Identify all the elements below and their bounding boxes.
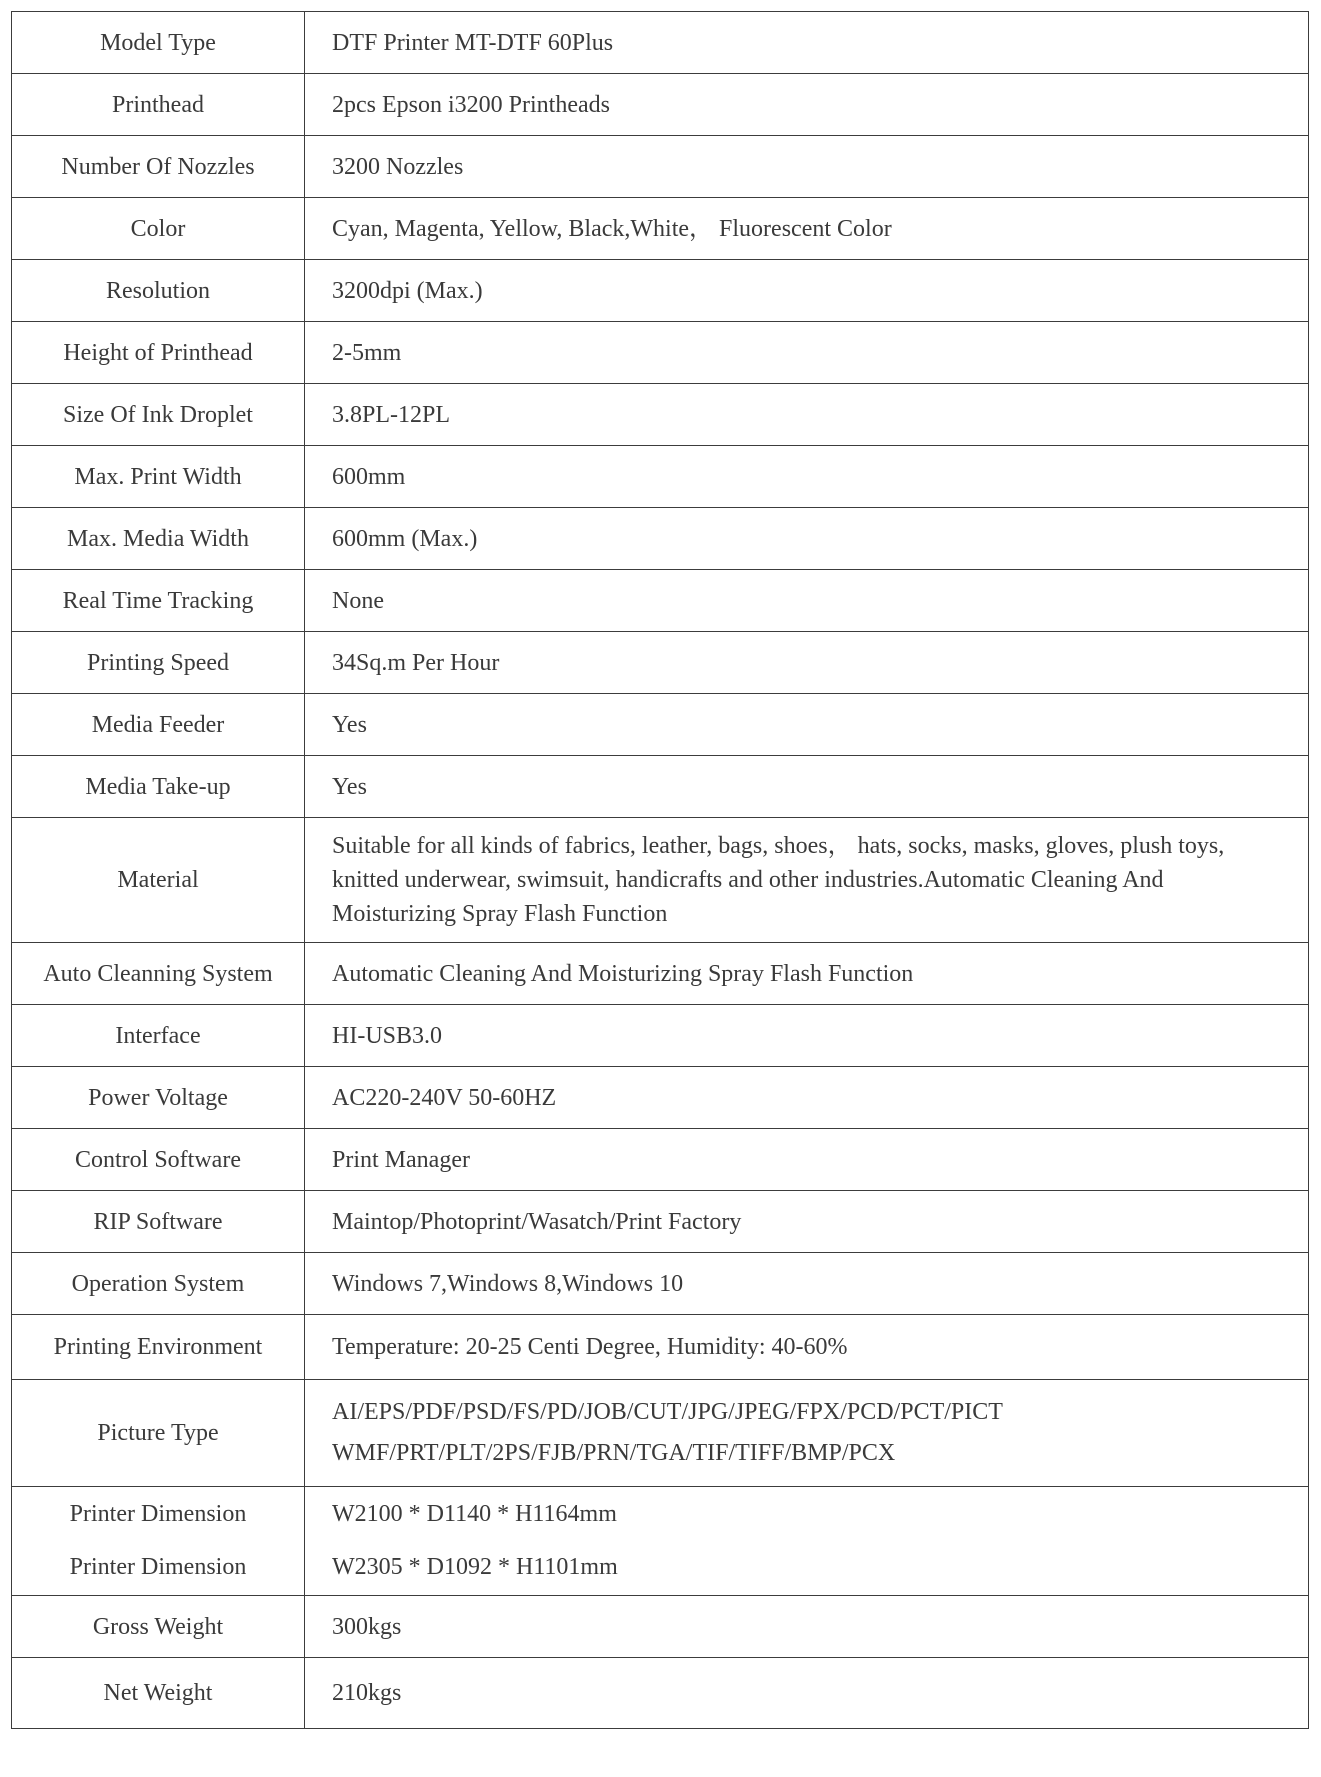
table-row bbox=[12, 818, 1309, 943]
spec-label: Net Weight bbox=[12, 1658, 305, 1729]
table-row bbox=[12, 1191, 1309, 1253]
spec-label: Max. Print Width bbox=[12, 446, 305, 508]
table-row bbox=[12, 74, 1309, 136]
spec-value bbox=[305, 818, 1309, 943]
spec-label: Gross Weight bbox=[12, 1596, 305, 1658]
spec-label: Size Of Ink Droplet bbox=[12, 384, 305, 446]
spec-label: Control Software bbox=[12, 1129, 305, 1191]
spec-label: Interface bbox=[12, 1005, 305, 1067]
spec-value: Yes bbox=[305, 756, 1309, 818]
spec-label-line: Printer Dimension bbox=[69, 1501, 247, 1527]
spec-label: RIP Software bbox=[12, 1191, 305, 1253]
spec-value: Automatic Cleaning And Moisturizing Spray Flash Function bbox=[305, 943, 1309, 1005]
spec-value-line: W2305 * D1092 * H1101mm bbox=[332, 1554, 618, 1580]
spec-value-line: AI/EPS/PDF/PSD/FS/PD/JOB/CUT/JPG/JPEG/FPX/PCD/PCT/PICT bbox=[332, 1399, 1003, 1425]
spec-value: Windows 7,Windows 8,Windows 10 bbox=[305, 1253, 1309, 1315]
table-row bbox=[12, 1005, 1309, 1067]
spec-label: Max. Media Width bbox=[12, 508, 305, 570]
spec-value-line: Moisturizing Spray Flash Function bbox=[332, 901, 668, 927]
spec-label-line: Printer Dimension bbox=[69, 1554, 247, 1580]
table-row bbox=[12, 756, 1309, 818]
spec-label: Media Feeder bbox=[12, 694, 305, 756]
table-row bbox=[12, 198, 1309, 260]
spec-label: Height of Printhead bbox=[12, 322, 305, 384]
spec-value: 600mm (Max.) bbox=[305, 508, 1309, 570]
spec-label: Media Take-up bbox=[12, 756, 305, 818]
table-row bbox=[12, 508, 1309, 570]
table-row bbox=[12, 1487, 1309, 1596]
spec-label: Number Of Nozzles bbox=[12, 136, 305, 198]
spec-label: Printing Environment bbox=[12, 1315, 305, 1380]
spec-label: Power Voltage bbox=[12, 1067, 305, 1129]
spec-label: Printhead bbox=[12, 74, 305, 136]
spec-table bbox=[11, 11, 1309, 1729]
spec-value-line: knitted underwear, swimsuit, handicrafts and other industries.Automatic Cleaning And bbox=[332, 867, 1164, 893]
table-row bbox=[12, 322, 1309, 384]
spec-value: Maintop/Photoprint/Wasatch/Print Factory bbox=[305, 1191, 1309, 1253]
spec-label: Operation System bbox=[12, 1253, 305, 1315]
spec-value: 2-5mm bbox=[305, 322, 1309, 384]
spec-value: AC220-240V 50-60HZ bbox=[305, 1067, 1309, 1129]
table-row bbox=[12, 1129, 1309, 1191]
spec-value: 210kgs bbox=[305, 1658, 1309, 1729]
table-row bbox=[12, 1380, 1309, 1487]
table-row bbox=[12, 632, 1309, 694]
spec-label: Color bbox=[12, 198, 305, 260]
spec-value: 300kgs bbox=[305, 1596, 1309, 1658]
spec-value-line: WMF/PRT/PLT/2PS/FJB/PRN/TGA/TIF/TIFF/BMP/PCX bbox=[332, 1440, 896, 1466]
spec-value: Print Manager bbox=[305, 1129, 1309, 1191]
spec-value: HI-USB3.0 bbox=[305, 1005, 1309, 1067]
table-row bbox=[12, 12, 1309, 74]
spec-value: Cyan, Magenta, Yellow, Black,White， Fluorescent Color bbox=[305, 198, 1309, 260]
table-row bbox=[12, 694, 1309, 756]
spec-value-line: W2100 * D1140 * H1164mm bbox=[332, 1501, 617, 1527]
spec-label: Auto Cleanning System bbox=[12, 943, 305, 1005]
table-row bbox=[12, 1253, 1309, 1315]
table-row bbox=[12, 1067, 1309, 1129]
spec-value: 3.8PL-12PL bbox=[305, 384, 1309, 446]
spec-value bbox=[305, 1380, 1309, 1487]
spec-label: Resolution bbox=[12, 260, 305, 322]
spec-label: Material bbox=[12, 818, 305, 943]
spec-value: DTF Printer MT-DTF 60Plus bbox=[305, 12, 1309, 74]
spec-value: 3200dpi (Max.) bbox=[305, 260, 1309, 322]
spec-value: Yes bbox=[305, 694, 1309, 756]
table-row bbox=[12, 260, 1309, 322]
spec-value: 2pcs Epson i3200 Printheads bbox=[305, 74, 1309, 136]
spec-value: 34Sq.m Per Hour bbox=[305, 632, 1309, 694]
table-row bbox=[12, 1596, 1309, 1658]
spec-label: Printing Speed bbox=[12, 632, 305, 694]
spec-value-line: Suitable for all kinds of fabrics, leather, bags, shoes， hats, socks, masks, gloves, plush toys, bbox=[332, 833, 1225, 859]
spec-label: Picture Type bbox=[12, 1380, 305, 1487]
table-row bbox=[12, 446, 1309, 508]
table-row bbox=[12, 136, 1309, 198]
table-row bbox=[12, 384, 1309, 446]
table-row bbox=[12, 1315, 1309, 1380]
table-row bbox=[12, 943, 1309, 1005]
spec-label bbox=[12, 1487, 305, 1596]
spec-label: Model Type bbox=[12, 12, 305, 74]
spec-value: 3200 Nozzles bbox=[305, 136, 1309, 198]
table-row bbox=[12, 1658, 1309, 1729]
table-row bbox=[12, 570, 1309, 632]
spec-value: None bbox=[305, 570, 1309, 632]
spec-value: 600mm bbox=[305, 446, 1309, 508]
spec-value bbox=[305, 1487, 1309, 1596]
spec-label: Real Time Tracking bbox=[12, 570, 305, 632]
spec-value: Temperature: 20-25 Centi Degree, Humidity: 40-60% bbox=[305, 1315, 1309, 1380]
